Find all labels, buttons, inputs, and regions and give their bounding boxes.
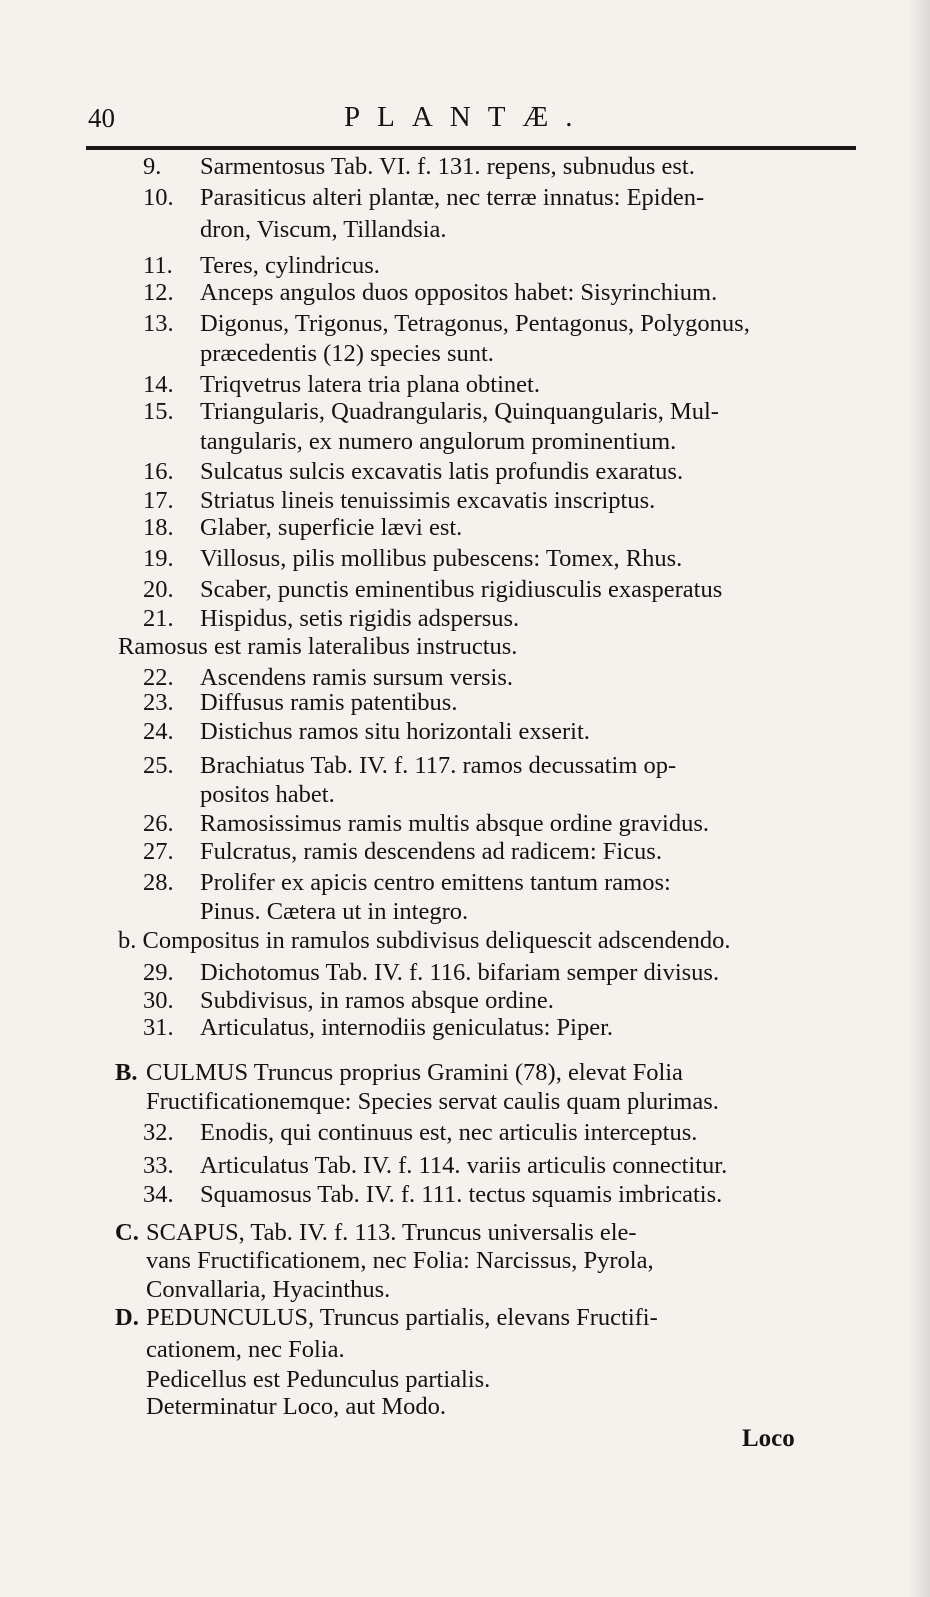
text-line: Diffusus ramis patentibus. [200,689,458,716]
text-line: Scaber, punctis eminentibus rigidiusculis exasperatus [200,576,723,603]
text-line: Prolifer ex apicis centro emittens tantum ramos: [200,869,671,896]
text-line: PEDUNCULUS, Truncus partialis, elevans Fructifi- [146,1304,658,1331]
text-line: Enodis, qui continuus est, nec articulis interceptus. [200,1119,698,1146]
text-line: Striatus lineis tenuissimis excavatis inscriptus. [200,487,656,514]
line-number: 22. [143,664,174,691]
text-line: Parasiticus alteri plantæ, nec terræ innatus: Epiden- [200,184,705,211]
line-number: C. [115,1219,139,1246]
text-line: b. Compositus in ramulos subdivisus deliquescit adscendendo. [118,927,731,954]
text-line: Villosus, pilis mollibus pubescens: Tomex, Rhus. [200,545,683,572]
text-line: Pedicellus est Pedunculus partialis. [146,1366,491,1393]
line-number: B. [115,1059,138,1086]
page-number: 40 [88,103,115,133]
text-line: vans Fructificationem, nec Folia: Narcissus, Pyrola, [146,1247,654,1274]
line-number: 23. [143,689,174,716]
text-line: Sulcatus sulcis excavatis latis profundis exaratus. [200,458,684,485]
line-number: 16. [143,458,174,485]
line-number: 33. [143,1152,174,1179]
text-line: cationem, nec Folia. [146,1336,345,1363]
text-line: Articulatus, internodiis geniculatus: Piper. [200,1014,614,1041]
line-number: 18. [143,514,174,541]
text-line: Ramosissimus ramis multis absque ordine gravidus. [200,810,710,837]
line-number: 15. [143,398,174,425]
text-line: Triangularis, Quadrangularis, Quinquangularis, Mul- [200,398,719,425]
text-line: Hispidus, setis rigidis adspersus. [200,605,520,632]
line-number: 9. [143,153,162,180]
text-line: CULMUS Truncus proprius Gramini (78), elevat Folia [146,1059,683,1086]
catchword: Loco [742,1425,795,1452]
line-number: 27. [143,838,174,865]
line-number: 26. [143,810,174,837]
text-line: Articulatus Tab. IV. f. 114. variis articulis connectitur. [200,1152,728,1179]
text-line: Brachiatus Tab. IV. f. 117. ramos decussatim op- [200,752,677,779]
text-line: Subdivisus, in ramos absque ordine. [200,987,554,1014]
running-title: PLANTÆ. [344,101,590,133]
line-number: 20. [143,576,174,603]
text-line: Determinatur Loco, aut Modo. [146,1393,447,1420]
line-number: 32. [143,1119,174,1146]
text-line: Fructificationemque: Species servat caulis quam plurimas. [146,1088,719,1115]
text-line: præcedentis (12) species sunt. [200,340,494,367]
line-number: D. [115,1304,139,1331]
text-line: Pinus. Cætera ut in integro. [200,898,469,925]
text-line: positos habet. [200,781,335,808]
line-number: 14. [143,371,174,398]
text-line: Distichus ramos situ horizontali exserit. [200,718,590,745]
line-number: 11. [143,252,173,279]
text-line: Sarmentosus Tab. VI. f. 131. repens, subnudus est. [200,153,695,180]
line-number: 21. [143,605,174,632]
text-line: Fulcratus, ramis descendens ad radicem: Ficus. [200,838,662,865]
text-line: Ascendens ramis sursum versis. [200,664,514,691]
text-line: Teres, cylindricus. [200,252,380,279]
line-number: 13. [143,310,174,337]
page-edge-shadow [908,0,930,1597]
text-line: tangularis, ex numero angulorum prominentium. [200,428,677,455]
text-line: dron, Viscum, Tillandsia. [200,216,447,243]
text-line: Dichotomus Tab. IV. f. 116. bifariam semper divisus. [200,959,720,986]
text-line: Squamosus Tab. IV. f. 111. tectus squamis imbricatis. [200,1181,723,1208]
line-number: 28. [143,869,174,896]
line-number: 12. [143,279,174,306]
text-line: SCAPUS, Tab. IV. f. 113. Truncus universalis ele- [146,1219,637,1246]
header-rule [86,146,856,150]
line-number: 25. [143,752,174,779]
line-number: 10. [143,184,174,211]
line-number: 29. [143,959,174,986]
text-line: Digonus, Trigonus, Tetragonus, Pentagonus, Polygonus, [200,310,750,337]
line-number: 24. [143,718,174,745]
text-line: Ramosus est ramis lateralibus instructus. [118,633,518,660]
text-line: Glaber, superficie lævi est. [200,514,463,541]
text-line: Triqvetrus latera tria plana obtinet. [200,371,540,398]
text-line: Anceps angulos duos oppositos habet: Sisyrinchium. [200,279,718,306]
line-number: 17. [143,487,174,514]
line-number: 19. [143,545,174,572]
line-number: 34. [143,1181,174,1208]
line-number: 31. [143,1014,174,1041]
text-line: Convallaria, Hyacinthus. [146,1276,391,1303]
line-number: 30. [143,987,174,1014]
